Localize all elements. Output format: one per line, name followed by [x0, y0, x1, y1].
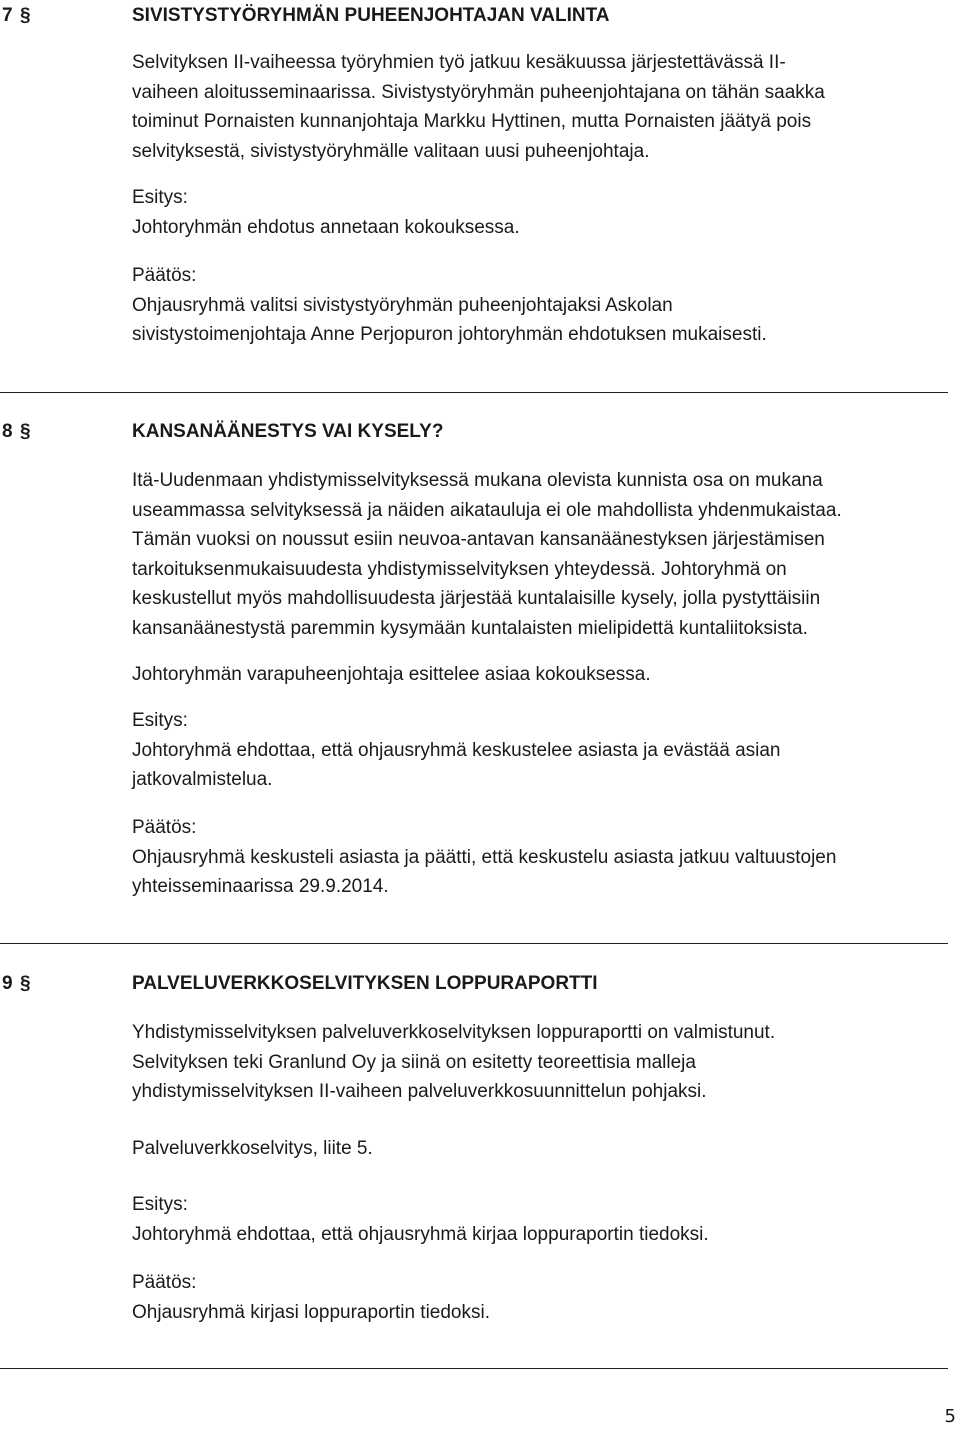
esitys-text: Johtoryhmä ehdottaa, että ohjausryhmä keskustelee asiasta ja evästää asian — [132, 739, 781, 761]
section-divider — [0, 1368, 948, 1369]
section-9-esitys — [132, 1190, 952, 1249]
esitys-text: jatkovalmistelua. — [132, 769, 273, 790]
section-divider — [0, 943, 948, 944]
esitys-label: Esitys: — [132, 187, 188, 208]
section-8-paatos — [132, 813, 952, 902]
paragraph-line: Selvityksen teki Granlund Oy ja siinä on esitetty teoreettisia malleja — [132, 1051, 696, 1073]
esitys-label: Esitys: — [132, 710, 188, 731]
paragraph-line: kansanäänestystä paremmin kysymään kuntalaisten mielipidettä kuntaliitoksista. — [132, 617, 808, 639]
paragraph-line: yhdistymisselvityksen II-vaiheen palveluverkkosuunnittelun pohjaksi. — [132, 1081, 707, 1102]
paatos-text: Ohjausryhmä keskusteli asiasta ja päätti, että keskustelu asiasta jatkuu valtuustojen — [132, 846, 837, 868]
section-divider — [0, 392, 948, 393]
paragraph-line: Yhdistymisselvityksen palveluverkkoselvityksen loppuraportti on valmistunut. — [132, 1022, 776, 1043]
esitys-text: Johtoryhmä ehdottaa, että ohjausryhmä kirjaa loppuraportin tiedoksi. — [132, 1223, 709, 1245]
esitys-label: Esitys: — [132, 1194, 188, 1215]
paragraph-line: useammassa selvityksessä ja näiden aikatauluja ei ole mahdollista yhdenmukaistaa. — [132, 499, 842, 521]
section-title: PALVELUVERKKOSELVITYKSEN LOPPURAPORTTI — [132, 973, 598, 994]
paragraph-line: tarkoituksenmukaisuudesta yhdistymisselvityksen yhteydessä. Johtoryhmä on — [132, 558, 787, 580]
section-8-heading — [2, 418, 443, 446]
paatos-text: Ohjausryhmä valitsi sivistystyöryhmän puheenjohtajaksi Askolan — [132, 294, 673, 316]
section-9-heading — [2, 970, 598, 998]
paragraph-line: Johtoryhmän varapuheenjohtaja esittelee asiaa kokouksessa. — [132, 664, 651, 685]
page-number: 5 — [944, 1406, 956, 1427]
paatos-text: Ohjausryhmä kirjasi loppuraportin tiedoksi. — [132, 1301, 490, 1323]
section-8-esitys — [132, 706, 952, 795]
paatos-text: sivistystoimenjohtaja Anne Perjopuron johtoryhmän ehdotuksen mukaisesti. — [132, 324, 767, 345]
paatos-label: Päätös: — [132, 1272, 197, 1293]
paragraph-line: vaiheen aloitusseminaarissa. Sivistystyöryhmän puheenjohtajana on tähän saakka — [132, 81, 825, 103]
paragraph-line: toiminut Pornaisten kunnanjohtaja Markku Hyttinen, mutta Pornaisten jäätyä pois — [132, 111, 812, 132]
paragraph-line: keskustellut myös mahdollisuudesta järjestää kuntalaisille kysely, jolla pystyttäisiin — [132, 588, 821, 609]
section-title: SIVISTYSTYÖRYHMÄN PUHEENJOHTAJAN VALINTA — [132, 5, 610, 26]
paatos-label: Päätös: — [132, 817, 197, 838]
section-sign: § — [20, 973, 31, 994]
section-sign: § — [20, 5, 31, 26]
section-8-intro — [132, 466, 952, 643]
section-7-paatos — [132, 261, 952, 350]
section-7-heading — [2, 2, 610, 30]
paragraph-line: Palveluverkkoselvitys, liite 5. — [132, 1138, 373, 1159]
section-number: 7 — [2, 5, 13, 26]
paragraph-line: selvityksestä, sivistystyöryhmälle valitaan uusi puheenjohtaja. — [132, 140, 650, 162]
paragraph-line: Tämän vuoksi on noussut esiin neuvoa-antavan kansanäänestyksen järjestämisen — [132, 529, 825, 550]
section-title: KANSANÄÄNESTYS VAI KYSELY? — [132, 421, 444, 442]
section-8-note — [132, 660, 952, 690]
section-9-intro — [132, 1018, 952, 1107]
paatos-text: yhteisseminaarissa 29.9.2014. — [132, 876, 389, 897]
paragraph-line: Selvityksen II-vaiheessa työryhmien työ jatkuu kesäkuussa järjestettävässä II- — [132, 52, 786, 73]
section-9-note — [132, 1134, 952, 1164]
section-number: 9 — [2, 973, 13, 994]
section-sign: § — [20, 421, 31, 442]
paragraph-line: Itä-Uudenmaan yhdistymisselvityksessä mukana olevista kunnista osa on mukana — [132, 470, 823, 491]
section-7-esitys — [132, 183, 952, 242]
paatos-label: Päätös: — [132, 265, 197, 286]
section-7-intro — [132, 48, 952, 166]
section-number: 8 — [2, 421, 13, 442]
section-9-paatos — [132, 1268, 952, 1327]
esitys-text: Johtoryhmän ehdotus annetaan kokouksessa. — [132, 216, 520, 238]
